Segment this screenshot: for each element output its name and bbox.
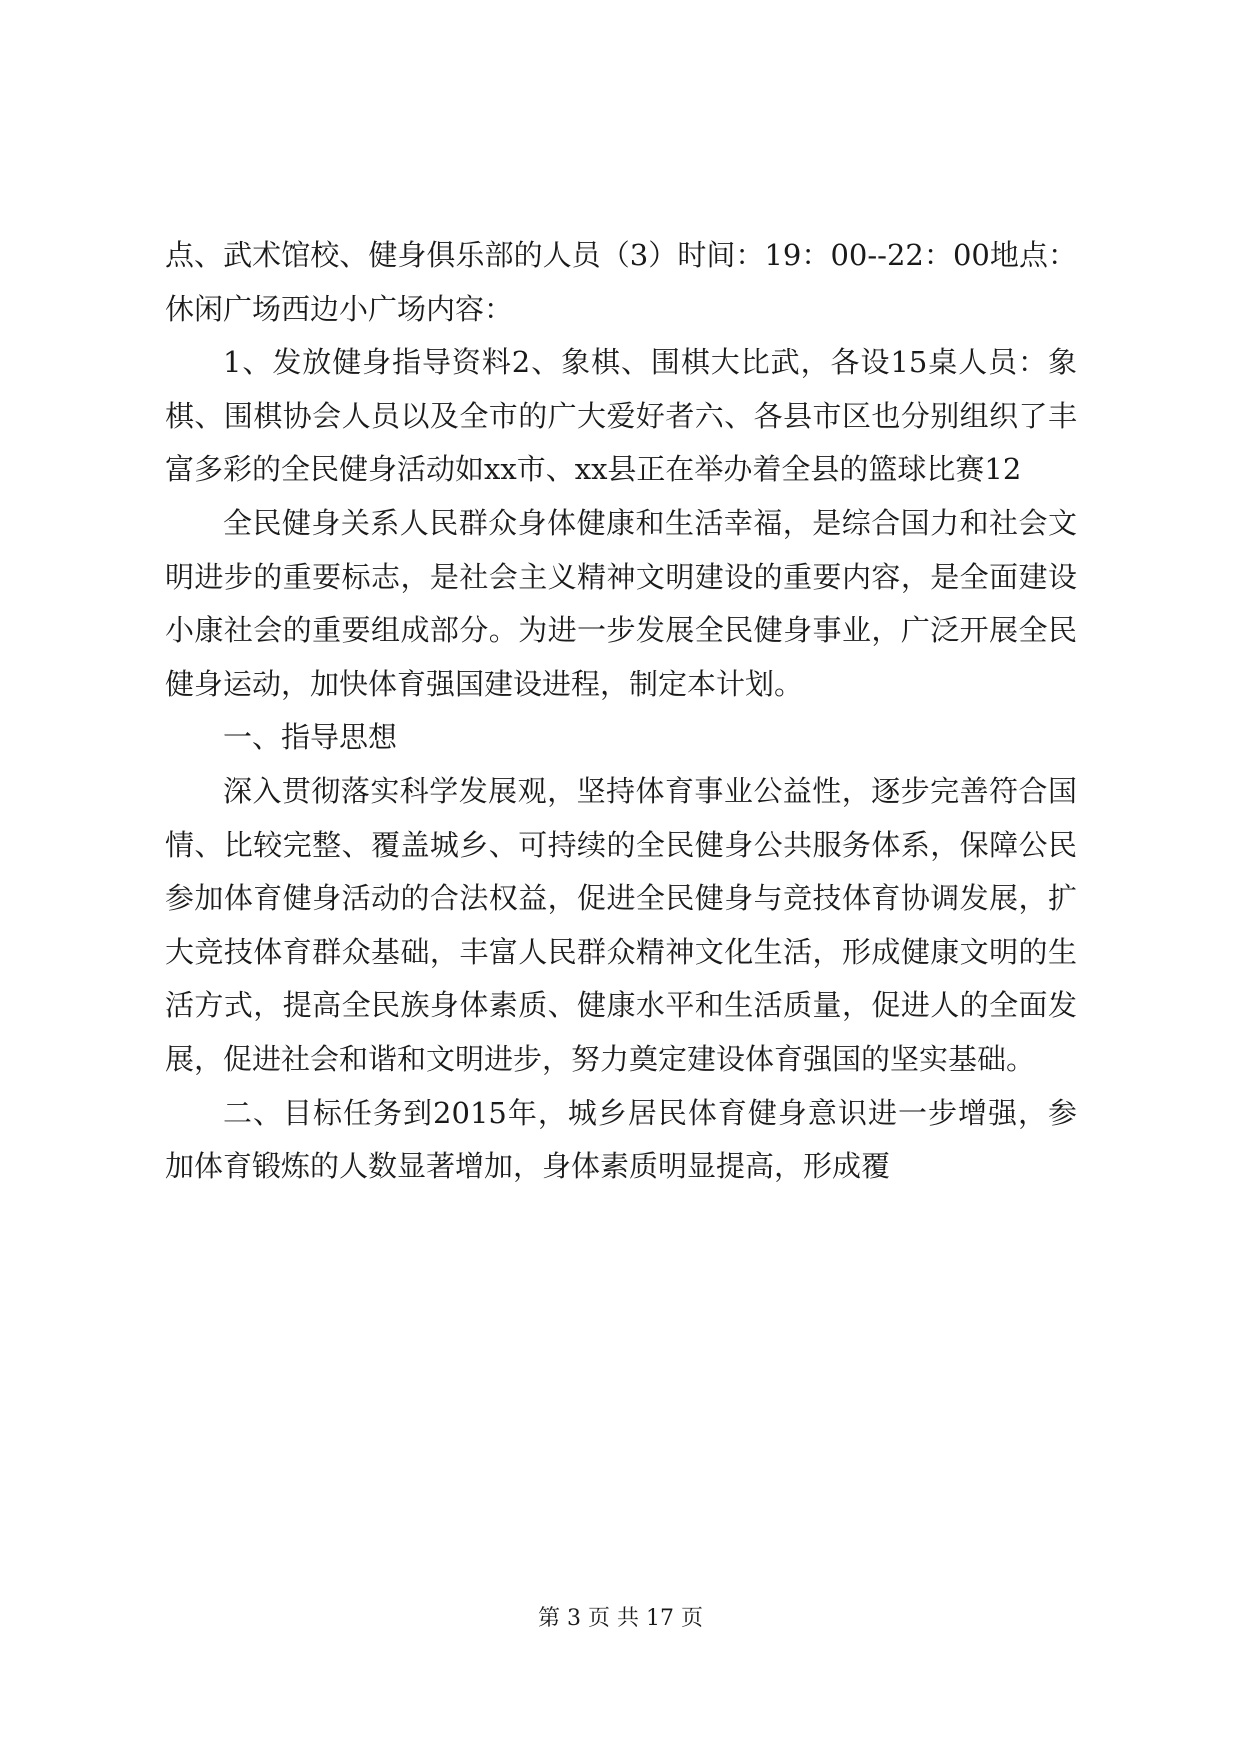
page-number-footer: 第 3 页 共 17 页 xyxy=(538,1606,703,1631)
section-heading-guiding-ideology: 一、指导思想 xyxy=(223,720,398,755)
document-body xyxy=(165,229,1077,1194)
paragraph-6: 二、目标任务到2015年，城乡居民体育健身意识进一步增强，参加体育锻炼的人数显著增加，身体素质明显提高，形成覆 xyxy=(165,1095,1077,1184)
paragraph-2: 1、发放健身指导资料2、象棋、围棋大比武，各设15桌人员：象棋、围棋协会人员以及全市的广大爱好者六、各县市区也分别组织了丰富多彩的全民健身活动如xx市、xx县正在举办着全县的篮球比赛12 xyxy=(165,345,1077,487)
paragraph-5: 深入贯彻落实科学发展观，坚持体育事业公益性，逐步完善符合国情、比较完整、覆盖城乡、可持续的全民健身公共服务体系，保障公民参加体育健身活动的合法权益，促进全民健身与竞技体育协调发展，扩大竞技体育群众基础，丰富人民群众精神文化生活，形成健康文明的生活方式，提高全民族身体素质、健康水平和生活质量，促进人的全面发展，促进社会和谐和文明进步，努力奠定建设体育强国的坚实基础。 xyxy=(165,773,1077,1076)
paragraph-1: 点、武术馆校、健身俱乐部的人员（3）时间：19：00--22：00地点：休闲广场西边小广场内容： xyxy=(165,238,1077,326)
paragraph-3: 全民健身关系人民群众身体健康和生活幸福，是综合国力和社会文明进步的重要标志，是社会主义精神文明建设的重要内容，是全面建设小康社会的重要组成部分。为进一步发展全民健身事业，广泛开展全民健身运动，加快体育强国建设进程，制定本计划。 xyxy=(165,505,1077,701)
